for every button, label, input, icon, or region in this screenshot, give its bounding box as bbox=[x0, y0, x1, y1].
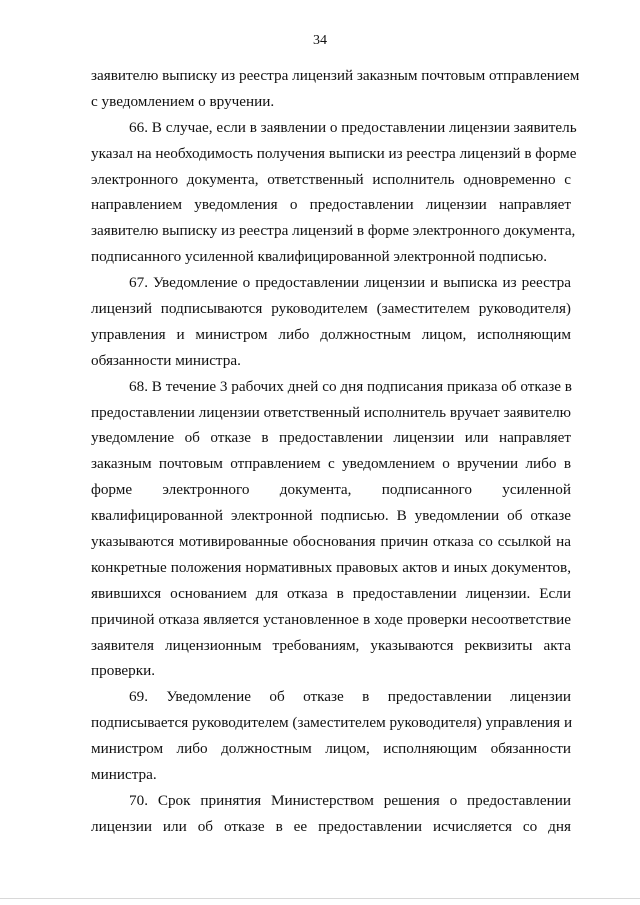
text-line: 70. Срок принятия Министерством решения о предоставлении bbox=[129, 791, 571, 809]
text-line: проверки. bbox=[91, 662, 156, 680]
text-line: явившихся основанием для отказа в предоставлении лицензии. Если bbox=[91, 584, 571, 602]
body-text bbox=[91, 63, 580, 840]
text-line: с уведомлением о вручении. bbox=[91, 92, 275, 110]
text-line: 66. В случае, если в заявлении о предоставлении лицензии заявитель bbox=[129, 118, 577, 136]
text-line: управления и министром либо должностным лицом, исполняющим bbox=[91, 325, 571, 343]
text-line: министром либо должностным лицом, исполняющим обязанности bbox=[91, 740, 571, 758]
text-line: 67. Уведомление о предоставлении лицензии и выписка из реестра bbox=[129, 274, 571, 292]
text-line: причиной отказа является установленное в ходе проверки несоответствие bbox=[91, 610, 571, 628]
text-line: лицензий подписываются руководителем (заместителем руководителя) bbox=[91, 300, 571, 318]
text-line: подписанного усиленной квалифицированной электронной подписью. bbox=[91, 248, 548, 266]
text-line: министра. bbox=[91, 766, 157, 784]
text-line: обязанности министра. bbox=[91, 351, 241, 369]
text-line: конкретные положения нормативных правовых актов и иных документов, bbox=[91, 558, 571, 576]
text-line: уведомление об отказе в предоставлении лицензии или направляет bbox=[91, 429, 571, 447]
text-line: направлением уведомления о предоставлении лицензии направляет bbox=[91, 196, 571, 214]
text-line: предоставлении лицензии ответственный исполнитель вручает заявителю bbox=[91, 403, 571, 421]
text-line: квалифицированной электронной подписью. В уведомлении об отказе bbox=[91, 507, 571, 525]
text-line: указываются мотивированные обоснования причин отказа со ссылкой на bbox=[91, 533, 571, 551]
text-line: указал на необходимость получения выписки из реестра лицензий в форме bbox=[91, 144, 577, 162]
text-line: 69. Уведомление об отказе в предоставлении лицензии bbox=[129, 688, 571, 706]
text-line: заявителю выписку из реестра лицензий заказным почтовым отправлением bbox=[91, 67, 580, 84]
text-line: лицензии или об отказе в ее предоставлении исчисляется со дня bbox=[91, 817, 571, 835]
text-line: форме электронного документа, подписанного усиленной bbox=[91, 481, 571, 499]
text-line: 68. В течение 3 рабочих дней со дня подписания приказа об отказе в bbox=[129, 377, 572, 395]
page-bottom-edge bbox=[0, 898, 640, 899]
page-number: 34 bbox=[313, 33, 327, 48]
text-line: заказным почтовым отправлением с уведомлением о вручении либо в bbox=[91, 455, 571, 473]
text-line: заявителю выписку из реестра лицензий в форме электронного документа, bbox=[91, 222, 576, 240]
text-line: подписывается руководителем (заместителем руководителя) управления и bbox=[91, 714, 573, 732]
text-line: заявителя лицензионным требованиям, указываются реквизиты акта bbox=[91, 636, 571, 654]
text-line: электронного документа, ответственный исполнитель одновременно с bbox=[91, 170, 571, 188]
